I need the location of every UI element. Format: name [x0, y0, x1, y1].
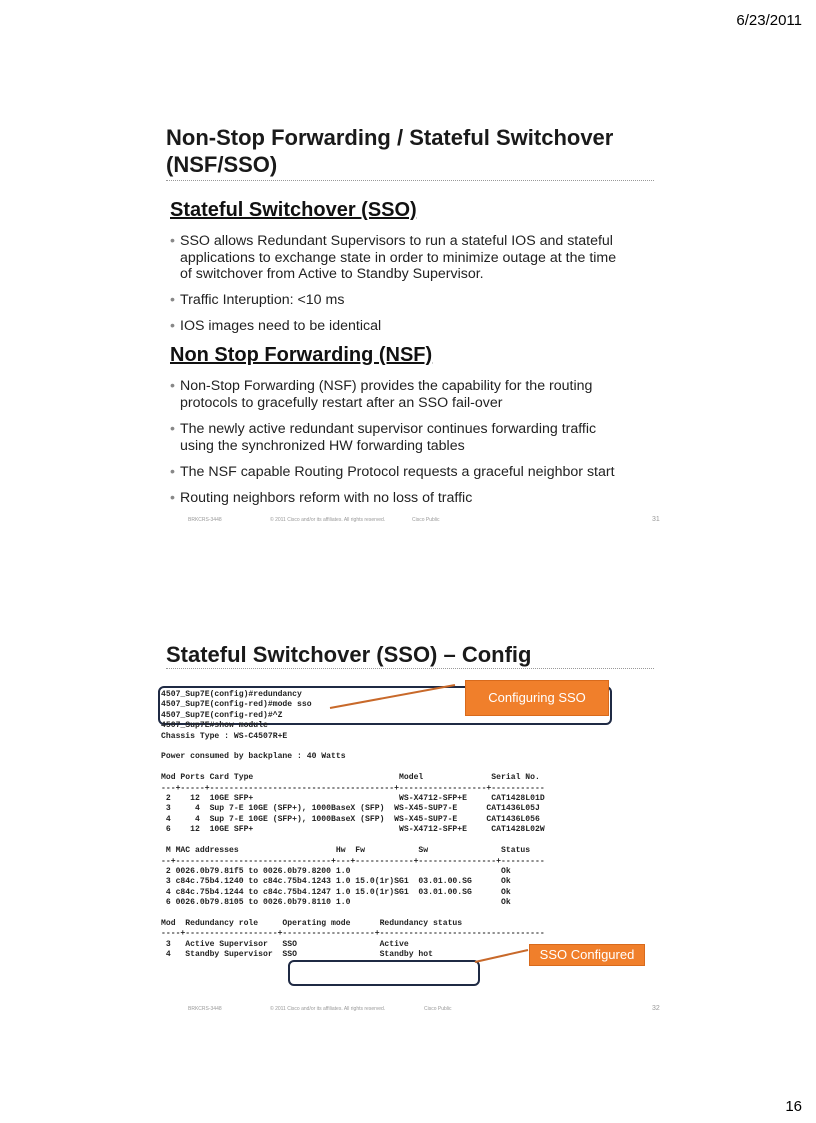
- cli-line: 2 0026.0b79.81f5 to 0026.0b79.8200 1.0 Ok: [161, 866, 511, 876]
- bullet-icon: •: [170, 318, 175, 334]
- sso-bullet-3-text: IOS images need to be identical: [180, 318, 382, 334]
- cli-line: 3 4 Sup 7-E 10GE (SFP+), 1000BaseX (SFP) WS-X45-SUP7-E CAT1436L05J: [161, 804, 540, 814]
- bullet-icon: •: [170, 233, 175, 249]
- cli-line: --+--------------------------------+---+------------+----------------+---------: [161, 856, 545, 866]
- slide1-footer-copyright: © 2011 Cisco and/or its affiliates. All rights reserved.: [270, 517, 386, 523]
- sso-section-heading: Stateful Switchover (SSO): [170, 199, 417, 221]
- cli-line: 6 12 10GE SFP+ WS-X4712-SFP+E CAT1428L02W: [161, 825, 545, 835]
- nsf-bullet-1-line1: Non-Stop Forwarding (NSF) provides the capability for the routing: [180, 378, 593, 394]
- slide1-footer-classification: Cisco Public: [412, 517, 440, 523]
- cli-line: ----+-------------------+-------------------+----------------------------------: [161, 929, 545, 939]
- cli-line: Mod Redundancy role Operating mode Redundancy status: [161, 918, 463, 928]
- sso-configured-callout: SSO Configured: [529, 944, 645, 966]
- sso-bullet-2-text: Traffic Interuption: <10 ms: [180, 292, 345, 308]
- sso-configured-arrow: [475, 950, 528, 962]
- slide1-title-line2: (NSF/SSO): [166, 152, 278, 177]
- cli-line: Chassis Type : WS-C4507R+E: [161, 731, 288, 741]
- cli-line: 4507_Sup7E(config-red)#mode sso: [161, 700, 312, 710]
- page-number: 16: [785, 1098, 802, 1115]
- bullet-icon: •: [170, 490, 175, 506]
- nsf-bullet-1-line2: protocols to gracefully restart after an SSO fail-over: [180, 394, 503, 411]
- cli-line: 4 4 Sup 7-E 10GE (SFP+), 1000BaseX (SFP) WS-X45-SUP7-E CAT1436L056: [161, 814, 540, 824]
- slide1-slide-number: 31: [652, 516, 660, 523]
- nsf-bullet-2-line1: The newly active redundant supervisor continues forwarding traffic: [180, 421, 597, 437]
- nsf-bullet-3-text: The NSF capable Routing Protocol requests a graceful neighbor start: [180, 464, 615, 480]
- slide2-footer-copyright: © 2011 Cisco and/or its affiliates. All rights reserved.: [270, 1006, 386, 1012]
- cli-line: 6 0026.0b79.8105 to 0026.0b79.8110 1.0 Ok: [161, 898, 511, 908]
- sso-bullet-1-line2: applications to exchange state in order to minimize outage at the time: [180, 249, 617, 266]
- configuring-sso-arrow: [330, 685, 455, 708]
- cli-line: 4507_Sup7E#show module: [161, 721, 268, 731]
- cli-line: 2 12 10GE SFP+ WS-X4712-SFP+E CAT1428L01D: [161, 794, 545, 804]
- bullet-icon: •: [170, 378, 175, 394]
- bullet-icon: •: [170, 292, 175, 308]
- bullet-icon: •: [170, 464, 175, 480]
- nsf-section-heading: Non Stop Forwarding (NSF): [170, 344, 433, 366]
- slide2-slide-number: 32: [652, 1005, 660, 1012]
- nsf-bullet-4-text: Routing neighbors reform with no loss of traffic: [180, 490, 473, 506]
- cli-line: 4 Standby Supervisor SSO Standby hot: [161, 950, 433, 960]
- cli-line: Power consumed by backplane : 40 Watts: [161, 752, 346, 762]
- cli-line: 4507_Sup7E(config-red)#^Z: [161, 710, 283, 720]
- sso-bullet-1-line1: SSO allows Redundant Supervisors to run a stateful IOS and stateful: [180, 233, 613, 249]
- slide2-footer-code: BRKCRS-3448: [188, 1006, 222, 1012]
- slide2-footer-classification: Cisco Public: [424, 1006, 452, 1012]
- cli-line: Mod Ports Card Type Model Serial No.: [161, 773, 540, 783]
- page-date: 6/23/2011: [736, 12, 802, 29]
- nsf-bullet-2-line2: using the synchronized HW forwarding tables: [180, 437, 465, 454]
- cli-line: 3 Active Supervisor SSO Active: [161, 939, 409, 949]
- cli-line: ---+-----+--------------------------------------+------------------+-----------: [161, 783, 545, 793]
- slide2-title: Stateful Switchover (SSO) – Config: [166, 642, 532, 667]
- cli-line: 4507_Sup7E(config)#redundancy: [161, 690, 302, 699]
- slide1-footer-code: BRKCRS-3448: [188, 517, 222, 523]
- cli-line: 3 c84c.75b4.1240 to c84c.75b4.1243 1.0 15.0(1r)SG1 03.01.00.SG Ok: [161, 877, 511, 887]
- configuring-sso-callout: Configuring SSO: [465, 680, 609, 716]
- sso-bullet-1-line3: of switchover from Active to Standby Supervisor.: [180, 266, 484, 282]
- slide1-title-line1: Non-Stop Forwarding / Stateful Switchover: [166, 125, 614, 150]
- cli-line: 4 c84c.75b4.1244 to c84c.75b4.1247 1.0 15.0(1r)SG1 03.01.00.SG Ok: [161, 887, 511, 897]
- bullet-icon: •: [170, 421, 175, 437]
- cli-line: M MAC addresses Hw Fw Sw Status: [161, 846, 531, 856]
